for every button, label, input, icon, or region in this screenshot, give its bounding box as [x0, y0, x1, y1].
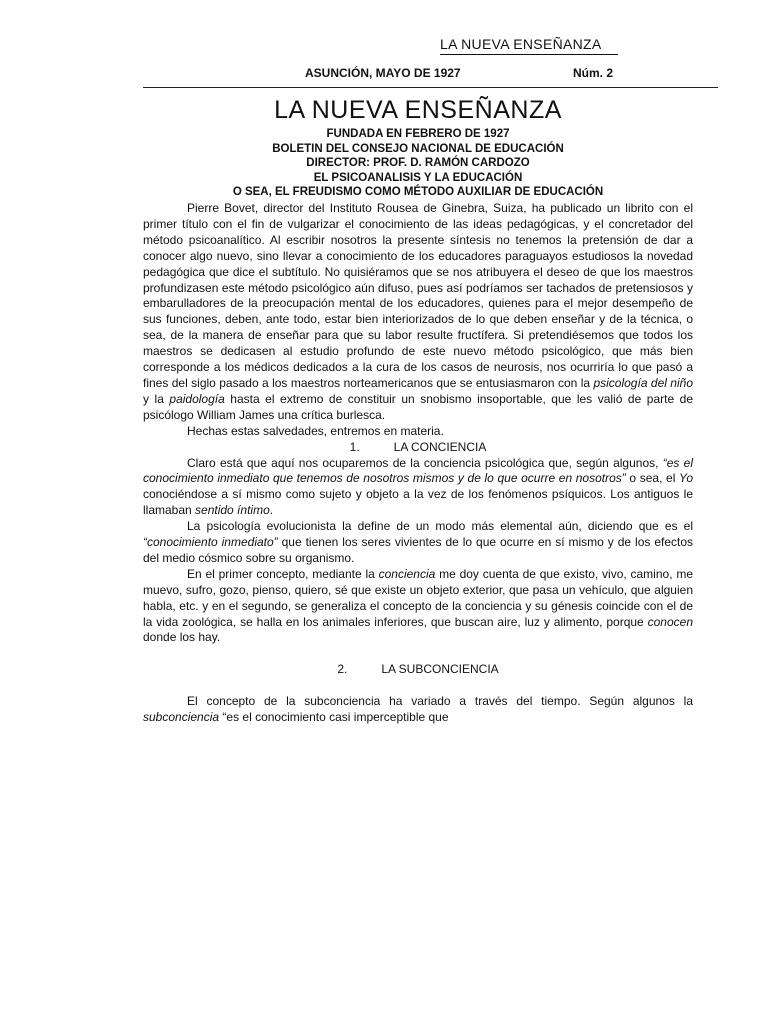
paragraph: Hechas estas salvedades, entremos en materia. — [187, 423, 444, 438]
bulletin-line: BOLETIN DEL CONSEJO NACIONAL DE EDUCACIÓN — [272, 142, 564, 155]
director-line: DIRECTOR: PROF. D. RAMÓN CARDOZO — [306, 157, 530, 169]
paragraph: La psicología evolucionista la define de un modo más elemental aún, diciendo que es el “conocimiento inmediato” que tienen los seres vivientes de lo que ocurre en sí mismo y de los efectos del medio cósmico sobre su organismo. — [143, 519, 694, 565]
paragraph: Pierre Bovet, director del Instituto Rousea de Ginebra, Suiza, ha publicado un librito con el primer título con el fin de vulgarizar el conocimiento de las ideas pedagógicas, y el concretador del método psicoanalítico. Al escribir nosotros la presente síntesis no tenemos la pretensión de dar a conocer algo nuevo, sino llevar a conocimiento de los educadores paraguayos estudiosos la novedad pedagógica que dice el subtítulo. No quisiéramos que se nos atribuyera el deseo de que los maestros profundizasen este método psicológico aún difuso, pues así podríamos ser tachados de pretensiosos y embarulladores de la preocupación mental de los educadores, quienes para el mejor desempeño de sus funciones, deben, ante todo, estar bien interiorizados de lo que deben enseñar y de la técnica, o sea, de la manera de enseñar para que su labor resulte fructífera. Si pretendiésemos que todos los maestros se dedicasen al estudio profundo de este nuevo método psicológico, que más bien corresponde a los médicos dedicados a la cura de los casos de neurosis, nos ocurriría lo que pasó a fines del siglo pasado a los maestros norteamericanos que se entusiasmaron con la psicología del niño y la paidología hasta el extremo de constituir un snobismo insoportable, que les valió de parte de psicólogo William James una crítica burlesca. — [143, 201, 693, 422]
place-date: ASUNCIÓN, MAYO DE 1927 — [305, 66, 461, 80]
masthead-subtitles — [143, 127, 693, 200]
section-title: LA CONCIENCIA — [393, 439, 487, 454]
running-header-title: LA NUEVA ENSEÑANZA — [440, 36, 618, 55]
section-heading-2 — [143, 662, 693, 678]
article-title: EL PSICOANALISIS Y LA EDUCACIÓN — [313, 171, 523, 184]
section-number: 2. — [337, 662, 348, 677]
section-number: 1. — [349, 439, 360, 454]
section-title: LA SUBCONCIENCIA — [381, 662, 499, 677]
issue-line — [305, 66, 614, 80]
section-heading-1 — [143, 440, 693, 456]
article-body — [143, 201, 693, 726]
article-subtitle: O SEA, EL FREUDISMO COMO MÉTODO AUXILIAR DE EDUCACIÓN — [232, 186, 604, 198]
paragraph: El concepto de la subconciencia ha variado a través del tiempo. Según algunos la subconciencia “es el conocimiento casi imperceptible que — [143, 694, 693, 725]
header-rule — [143, 87, 718, 88]
paragraph: En el primer concepto, mediante la conciencia me doy cuenta de que existo, vivo, camino, me muevo, sufro, gozo, pienso, quiero, sé que existe un objeto exterior, que pasa un vehículo, que alguien habla, etc. y en el segundo, se generaliza el concepto de la conciencia y su génesis coincide con el de la vida zoológica, se halla en los animales inferiores, que buscan aire, luz y alimento, porque conocen donde los hay. — [143, 566, 693, 645]
paragraph: Claro está que aquí nos ocuparemos de la conciencia psicológica que, según algunos, “es el conocimiento inmediato que tenemos de nosotros mismos y de lo que ocurre en nosotros” o sea, el Yo conociéndose a sí mismo como sujeto y objeto a la vez de los fenómenos psíquicos. Los antiguos le llamaban sentido íntimo. — [143, 455, 694, 518]
issue-number: Núm. 2 — [573, 66, 614, 80]
founded-line: FUNDADA EN FEBRERO DE 1927 — [326, 128, 510, 140]
masthead-title: LA NUEVA ENSEÑANZA — [274, 96, 562, 124]
